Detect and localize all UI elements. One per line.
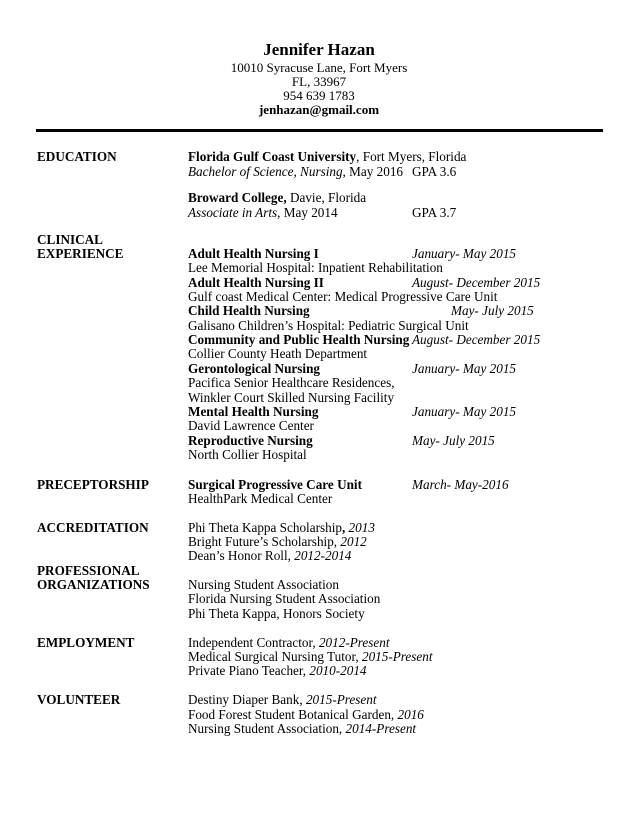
school-location: , Fort Myers, Florida (356, 149, 467, 164)
section-heading-experience: EXPERIENCE (37, 246, 124, 261)
clinical-site: Pacifica Senior Healthcare Residences, (188, 375, 395, 390)
school-name: Broward College, (188, 190, 287, 205)
volunteer-years: 2014-Present (345, 721, 417, 736)
preceptorship-dates: March- May-2016 (412, 477, 509, 492)
volunteer-item (188, 708, 424, 721)
accreditation-year: 2013 (348, 520, 375, 535)
volunteer-separator: , (338, 721, 346, 736)
section-heading-clinical: CLINICAL (37, 232, 103, 247)
volunteer-org: Destiny Diaper Bank (188, 692, 300, 707)
accreditation-year: 2012-2014 (294, 548, 352, 563)
preceptorship-unit: Surgical Progressive Care Unit (188, 477, 362, 492)
clinical-course: Gerontological Nursing (188, 361, 320, 376)
clinical-site: Gulf coast Medical Center: Medical Progressive Care Unit (188, 289, 498, 304)
volunteer-separator: , (390, 707, 398, 722)
volunteer-years: 2016 (397, 707, 424, 722)
clinical-course: Adult Health Nursing I (188, 246, 319, 261)
clinical-dates: January- May 2015 (412, 404, 517, 419)
clinical-course: Reproductive Nursing (188, 433, 313, 448)
section-heading-accreditation: ACCREDITATION (37, 520, 149, 535)
section-heading-professional: PROFESSIONAL (37, 563, 140, 578)
clinical-site: Winkler Court Skilled Nursing Facility (188, 390, 395, 405)
clinical-site: David Lawrence Center (188, 418, 314, 433)
degree-date: May 2016 (345, 164, 404, 179)
volunteer-years: 2015-Present (305, 692, 377, 707)
employment-role: Private Piano Teacher (188, 663, 303, 678)
clinical-dates: May- July 2015 (412, 433, 495, 448)
employment-item (188, 650, 433, 663)
accreditation-separator: , (287, 548, 295, 563)
section-heading-preceptorship: PRECEPTORSHIP (37, 477, 149, 492)
accreditation-year: 2012 (340, 534, 367, 549)
education-entry-school (188, 150, 466, 163)
employment-item (188, 664, 367, 677)
employment-role: Independent Contractor (188, 635, 313, 650)
clinical-dates: January- May 2015 (412, 361, 517, 376)
degree-date: May 2014 (280, 205, 338, 220)
clinical-course: Child Health Nursing (188, 303, 310, 318)
education-entry-degree (188, 206, 338, 219)
organization-item: Phi Theta Kappa, Honors Society (188, 606, 365, 621)
clinical-site: Lee Memorial Hospital: Inpatient Rehabilitation (188, 260, 443, 275)
degree-name: Bachelor of Science, Nursing, (188, 164, 346, 179)
school-name: Florida Gulf Coast University (188, 149, 357, 164)
email-address: jenhazan@gmail.com (258, 102, 380, 117)
employment-years: 2015-Present (361, 649, 433, 664)
education-entry-school (188, 191, 366, 204)
section-heading-volunteer: VOLUNTEER (37, 692, 121, 707)
clinical-dates: August- December 2015 (412, 332, 541, 347)
preceptorship-site: HealthPark Medical Center (188, 491, 333, 506)
volunteer-org: Nursing Student Association (188, 721, 339, 736)
accreditation-title: Dean’s Honor Roll (188, 548, 288, 563)
accreditation-separator: , (333, 534, 341, 549)
accreditation-separator: , (341, 520, 349, 535)
address-line-1: 10010 Syracuse Lane, Fort Myers (230, 60, 408, 75)
clinical-course: Mental Health Nursing (188, 404, 319, 419)
gpa-value: GPA 3.7 (412, 205, 457, 220)
clinical-site: North Collier Hospital (188, 447, 307, 462)
education-entry-degree (188, 165, 403, 178)
volunteer-item (188, 693, 377, 706)
employment-role: Medical Surgical Nursing Tutor (188, 649, 356, 664)
clinical-course: Adult Health Nursing II (188, 275, 324, 290)
clinical-dates: January- May 2015 (412, 246, 517, 261)
volunteer-item (188, 722, 416, 735)
employment-separator: , (302, 663, 310, 678)
organization-item: Nursing Student Association (188, 577, 339, 592)
header-divider (36, 129, 603, 132)
accreditation-title: Phi Theta Kappa Scholarship (188, 520, 342, 535)
clinical-dates: August- December 2015 (412, 275, 541, 290)
employment-item (188, 636, 390, 649)
section-heading-education: EDUCATION (37, 149, 117, 164)
employment-separator: , (312, 635, 319, 650)
accreditation-title: Bright Future’s Scholarship (188, 534, 334, 549)
phone-number: 954 639 1783 (283, 88, 355, 103)
candidate-name: Jennifer Hazan (263, 40, 375, 59)
employment-years: 2012-Present (318, 635, 390, 650)
school-location: Davie, Florida (286, 190, 367, 205)
employment-years: 2010-2014 (309, 663, 367, 678)
clinical-dates: May- July 2015 (451, 303, 534, 318)
section-heading-organizations: ORGANIZATIONS (37, 577, 150, 592)
volunteer-org: Food Forest Student Botanical Garden (188, 707, 391, 722)
clinical-site: Collier County Heath Department (188, 346, 368, 361)
clinical-course: Community and Public Health Nursing (188, 332, 410, 347)
employment-separator: , (355, 649, 362, 664)
address-line-2: FL, 33967 (291, 74, 347, 89)
accreditation-item (188, 549, 351, 562)
volunteer-separator: , (299, 692, 306, 707)
section-heading-employment: EMPLOYMENT (37, 635, 135, 650)
accreditation-item (188, 521, 375, 534)
clinical-site: Galisano Children’s Hospital: Pediatric Surgical Unit (188, 318, 469, 333)
accreditation-item (188, 535, 367, 548)
gpa-value: GPA 3.6 (412, 164, 457, 179)
degree-name: Associate in Arts, (188, 205, 281, 220)
organization-item: Florida Nursing Student Association (188, 591, 381, 606)
